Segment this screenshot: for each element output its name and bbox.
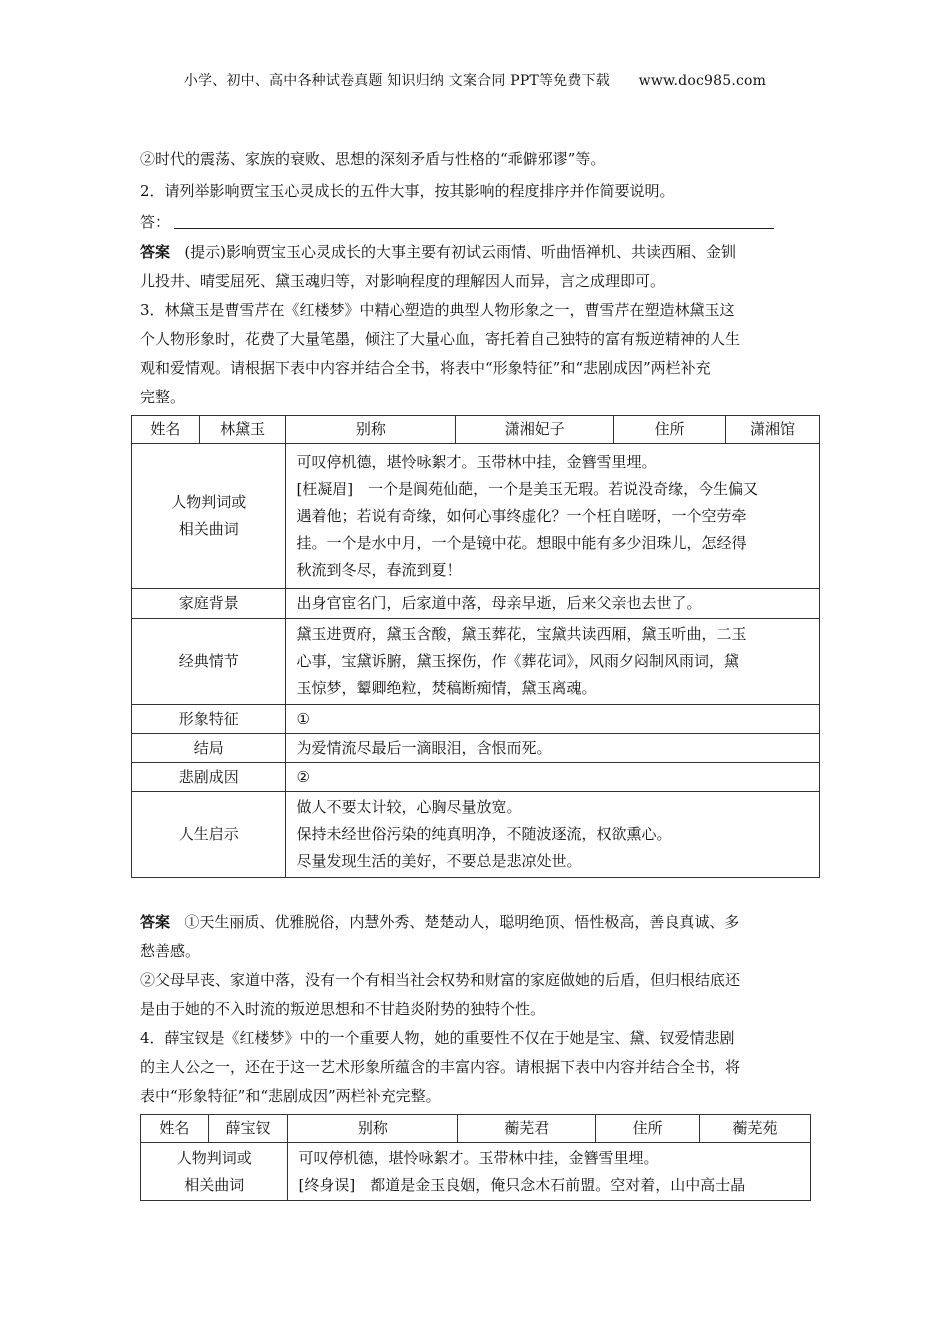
table-row [132, 705, 820, 734]
table-row [132, 619, 820, 705]
header-cell: 别称 [286, 416, 456, 444]
fill-in-cell: ① [286, 705, 820, 734]
row-label: 人生启示 [132, 792, 286, 878]
header-cell: 别称 [288, 1115, 458, 1143]
answer-text: (提示)影响贾宝玉心灵成长的大事主要有初试云雨情、听曲悟禅机、共读西厢、金钏 [184, 243, 737, 261]
header-cell: 姓名 [132, 416, 200, 444]
answer-label: 答案 [140, 243, 171, 261]
row-content: 可叹停机德，堪怜咏絮才。玉带林中挂，金簪雪里埋。 [终身误] 都道是金玉良姻，俺只念木石前盟。空对着，山中高士晶 [288, 1143, 811, 1201]
question-4-line: 4．薛宝钗是《红楼梦》中的一个重要人物，她的重要性不仅在于她是宝、黛、钗爱情悲剧 [140, 1029, 735, 1047]
header-cell: 薛宝钗 [208, 1115, 288, 1143]
table-header-row [132, 416, 820, 444]
row-label: 经典情节 [132, 619, 286, 705]
table-row [132, 763, 820, 792]
row-content: 可叹停机德，堪怜咏絮才。玉带林中挂，金簪雪里埋。 [枉凝眉] 一个是阆苑仙葩，一个是美玉无瑕。若说没奇缘，今生偏又 遇着他；若说有奇缘，如何心事终虚化？一个枉自嗟呀，一个空劳牵 挂。一个是水中月，一个是镜中花。想眼中能有多少泪珠儿，怎经得 秋流到冬尽，春流到夏！ [286, 444, 820, 589]
answer-text: ①天生丽质、优雅脱俗，内慧外秀、楚楚动人，聪明绝顶、悟性极高，善良真诚、多 [184, 913, 740, 931]
header-url[interactable]: www.doc985.com [638, 73, 767, 89]
row-label: 人物判词或 相关曲词 [132, 444, 286, 589]
row-content: 黛玉进贾府，黛玉含酸，黛玉葬花，宝黛共读西厢，黛玉听曲，二玉 心事，宝黛诉腑，黛玉探伤，作《葬花词》，风雨夕闷制风雨词，黛 玉惊梦，颦卿绝粒，焚稿断痴情，黛玉离魂。 [286, 619, 820, 705]
answer-1-cont: 儿投井、晴雯屈死、黛玉魂归等，对影响程度的理解因人而异，言之成理即可。 [140, 272, 666, 290]
answer-prefix: 答： [140, 213, 171, 231]
header-cell: 潇湘妃子 [456, 416, 614, 444]
header-text: 小学、初中、高中各种试卷真题 知识归纳 文案合同 PPT等免费下载 [183, 73, 610, 89]
answer-1 [140, 241, 820, 263]
table-xue-baochai [140, 1114, 811, 1201]
table-row [132, 792, 820, 878]
table-row [132, 589, 820, 619]
table-row [132, 734, 820, 763]
paragraph: ②时代的震荡、家族的衰败、思想的深刻矛盾与性格的“乖僻邪谬”等。 [140, 150, 606, 168]
question-3-line: 完整。 [140, 388, 186, 406]
answer-2-cont: 愁善感。 [140, 942, 201, 960]
question-3-line: 观和爱情观。请根据下表中内容并结合全书，将表中“形象特征”和“悲剧成因”两栏补充 [140, 359, 711, 377]
row-content: 为爱情流尽最后一滴眼泪，含恨而死。 [286, 734, 820, 763]
question-4-line: 的主人公之一，还在于这一艺术形象所蕴含的丰富内容。请根据下表中内容并结合全书，将 [140, 1058, 741, 1076]
answer-2-cont: ②父母早丧、家道中落，没有一个有相当社会权势和财富的家庭做她的后盾，但归根结底还 [140, 971, 741, 989]
header-cell: 姓名 [141, 1115, 209, 1143]
table-header-row [141, 1115, 811, 1143]
row-label: 人物判词或 相关曲词 [141, 1143, 288, 1201]
header-cell: 蘅芜君 [458, 1115, 596, 1143]
row-label: 形象特征 [132, 705, 286, 734]
header-cell: 林黛玉 [199, 416, 286, 444]
answer-label: 答案 [140, 913, 171, 931]
row-label: 结局 [132, 734, 286, 763]
header-cell: 潇湘馆 [726, 416, 820, 444]
answer-2-cont: 是由于她的不入时流的叛逆思想和不甘趋炎附势的独特个性。 [140, 1000, 546, 1018]
question-2: 2．请列举影响贾宝玉心灵成长的五件大事，按其影响的程度排序并作简要说明。 [140, 182, 675, 200]
answer-blank[interactable] [174, 212, 774, 229]
fill-in-cell: ② [286, 763, 820, 792]
row-content: 出身官宦名门，后家道中落，母亲早逝，后来父亲也去世了。 [286, 589, 820, 619]
row-label: 悲剧成因 [132, 763, 286, 792]
question-3-line: 个人物形象时，花费了大量笔墨，倾注了大量心血，寄托着自己独特的富有叛逆精神的人生 [140, 330, 741, 348]
table-row [132, 444, 820, 589]
question-3-line: 3．林黛玉是曹雪芹在《红楼梦》中精心塑造的典型人物形象之一，曹雪芹在塑造林黛玉这 [140, 301, 735, 319]
header-cell: 住所 [596, 1115, 700, 1143]
answer-2 [140, 911, 820, 933]
header-cell: 蘅芜苑 [700, 1115, 811, 1143]
row-content: 做人不要太计较，心胸尽量放宽。 保持未经世俗污染的纯真明净，不随波逐流，权欲熏心。 尽量发现生活的美好，不要总是悲凉处世。 [286, 792, 820, 878]
page-header [0, 70, 950, 90]
table-lin-daiyu [131, 415, 820, 878]
answer-input-line [140, 211, 820, 233]
table-row [141, 1143, 811, 1201]
header-cell: 住所 [614, 416, 726, 444]
question-4-line: 表中“形象特征”和“悲剧成因”两栏补充完整。 [140, 1087, 441, 1105]
row-label: 家庭背景 [132, 589, 286, 619]
